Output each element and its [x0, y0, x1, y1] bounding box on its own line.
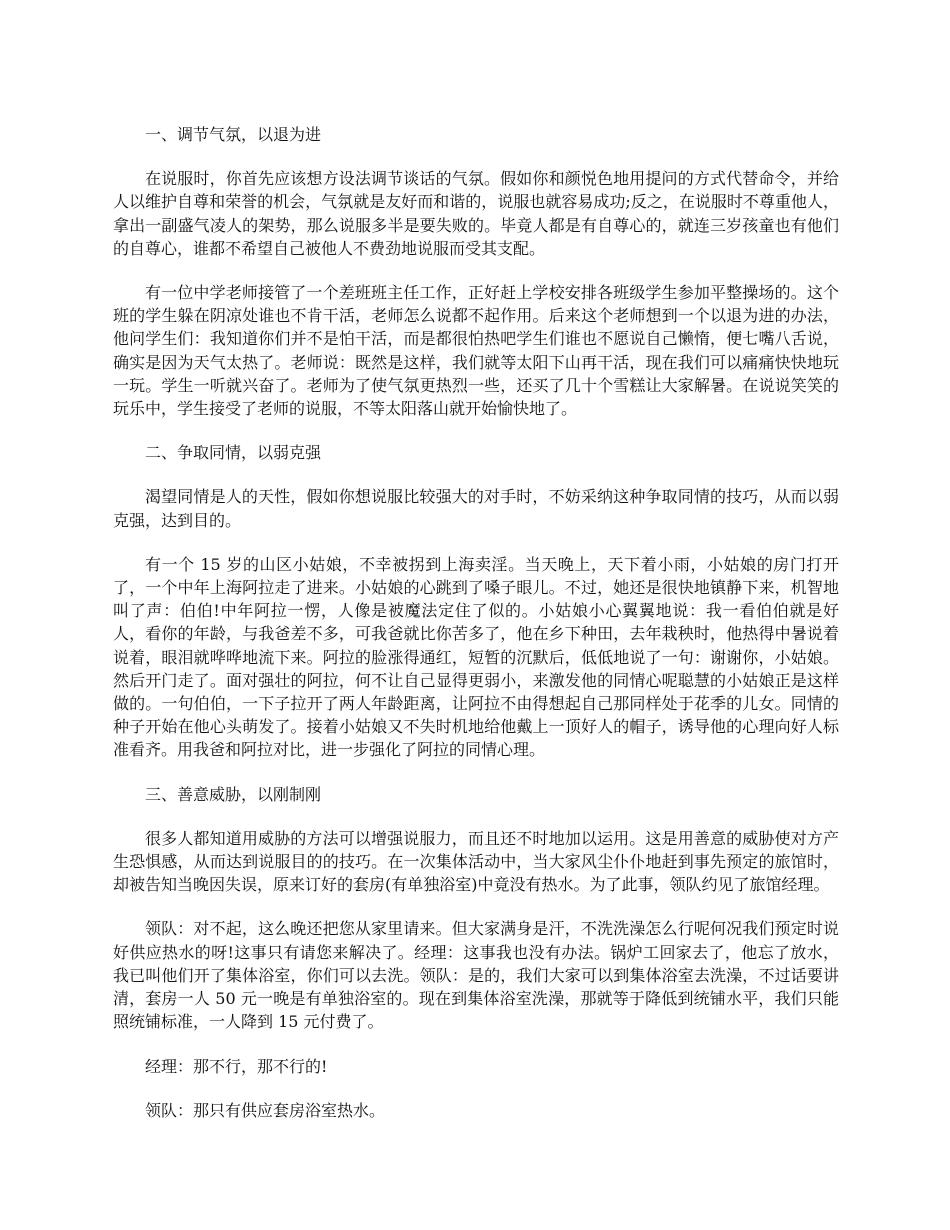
section-heading: 三、善意威胁，以刚制刚 [145, 784, 322, 804]
paragraph: 领队：对不起，这么晚还把您从家里请来。但大家满身是汗，不洗洗澡怎么行呢何况我们预定时说好供应热水的呀!这事只有请您来解决了。经理：这事我也没有办法。锅炉工回家去了，他忘了放水，我已叫他们开了集体浴室，你们可以去洗。领队：是的，我们大家可以到集体浴室去洗澡，不过话要讲清，套房一人 50 元一晚是有单独浴室的。现在到集体浴室洗澡，那就等于降低到统铺水平，我们只能照统铺标准，一人降到 15 元付费了。 [113, 919, 839, 1032]
paragraph: 有一位中学老师接管了一个差班班主任工作，正好赶上学校安排各班级学生参加平整操场的。这个班的学生躲在阴凉处谁也不肯干活，老师怎么说都不起作用。后来这个老师想到一个以退为进的办法，他问学生们：我知道你们并不是怕干活，而是都很怕热吧学生们谁也不愿说自己懒惰，便七嘴八舌说，确实是因为天气太热了。老师说：既然是这样，我们就等太阳下山再干活，现在我们可以痛痛快快地玩一玩。学生一听就兴奋了。老师为了使气氛更热烈一些，还买了几十个雪糕让大家解暑。在说说笑笑的玩乐中，学生接受了老师的说服，不等太阳落山就开始愉快地了。 [113, 283, 839, 419]
paragraph: 在说服时，你首先应该想方设法调节谈话的气氛。假如你和颜悦色地用提问的方式代替命令，并给人以维护自尊和荣誉的机会，气氛就是友好而和谐的，说服也就容易成功;反之，在说服时不尊重他人，拿出一副盛气凌人的架势，那么说服多半是要失败的。毕竟人都是有自尊心的，就连三岁孩童也有他们的自尊心，谁都不希望自己被他人不费劲地说服而受其支配。 [113, 169, 839, 258]
paragraph: 很多人都知道用威胁的方法可以增强说服力，而且还不时地加以运用。这是用善意的威胁使对方产生恐惧感，从而达到说服目的的技巧。在一次集体活动中，当大家风尘仆仆地赶到事先预定的旅馆时，却被告知当晚因失误，原来订好的套房(有单独浴室)中竟没有热水。为了此事，领队约见了旅馆经理。 [113, 828, 839, 895]
paragraph: 经理：那不行，那不行的! [145, 1056, 328, 1076]
paragraph: 有一个 15 岁的山区小姑娘，不幸被拐到上海卖淫。当天晚上，天下着小雨，小姑娘的房门打开了，一个中年上海阿拉走了进来。小姑娘的心跳到了嗓子眼儿。不过，她还是很快地镇静下来，机智地叫了声：伯伯!中年阿拉一愣，人像是被魔法定住了似的。小姑娘小心翼翼地说：我一看伯伯就是好人，看你的年龄，与我爸差不多，可我爸就比你苦多了，他在乡下种田，去年栽秧时，他热得中暑说着说着，眼泪就哗哗地流下来。阿拉的脸涨得通红，短暂的沉默后，低低地说了一句：谢谢你，小姑娘。然后开门走了。面对强壮的阿拉，何不让自己显得更弱小，来激发他的同情心呢聪慧的小姑娘正是这样做的。一句伯伯，一下子拉开了两人年龄距离，让阿拉不由得想起自己那同样处于花季的儿女。同情的种子开始在他心头萌发了。接着小姑娘又不失时机地给他戴上一顶好人的帽子，诱导他的心理向好人标准看齐。用我爸和阿拉对比，进一步强化了阿拉的同情心理。 [113, 554, 839, 760]
section-heading: 二、争取同情，以弱克强 [145, 443, 322, 463]
document-page [113, 123, 839, 1143]
paragraph: 渴望同情是人的天性，假如你想说服比较强大的对手时，不妨采纳这种争取同情的技巧，从而以弱克强，达到目的。 [113, 487, 839, 530]
section-heading: 一、调节气氛，以退为进 [145, 125, 322, 144]
paragraph: 领队：那只有供应套房浴室热水。 [145, 1100, 386, 1120]
